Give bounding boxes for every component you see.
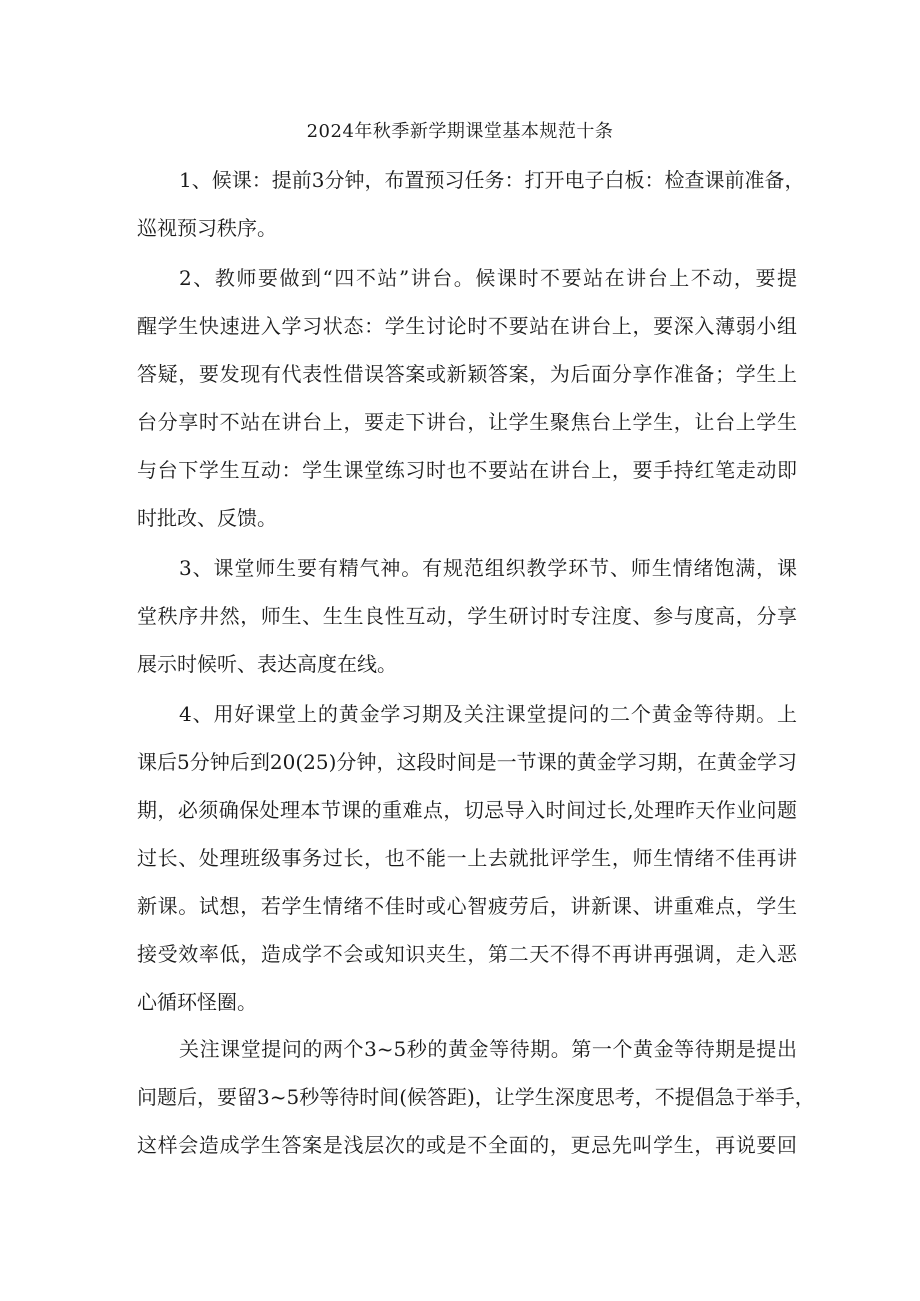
paragraph-line: 新课。试想，若学生情绪不佳时或心智疲劳后，讲新课、讲重难点，学生 <box>137 894 797 918</box>
paragraph-4 <box>137 690 797 1026</box>
paragraph-line: 展示时候听、表达高度在线。 <box>137 652 397 676</box>
paragraph-line: 时批改、反馈。 <box>137 506 277 530</box>
paragraph-line: 问题后，要留3~5秒等待时间(候答距)，让学生深度思考，不提倡急于举手， <box>137 1085 815 1109</box>
paragraph-1 <box>137 156 805 252</box>
paragraph-line: 3、课堂师生要有精气神。有规范组织教学环节、师生情绪饱满，课 <box>179 556 797 580</box>
paragraph-line: 巡视预习秩序。 <box>137 216 277 240</box>
paragraph-2 <box>137 254 797 542</box>
paragraph-line: 课后5分钟后到20(25)分钟，这段时间是一节课的黄金学习期，在黄金学习 <box>137 750 797 774</box>
paragraph-line: 心循环怪圈。 <box>137 990 257 1014</box>
paragraph-line: 过长、处理班级事务过长，也不能一上去就批评学生，师生情绪不佳再讲 <box>137 846 797 870</box>
paragraph-5 <box>137 1025 815 1169</box>
paragraph-line: 接受效率低，造成学不会或知识夹生，第二天不得不再讲再强调，走入恶 <box>137 942 797 966</box>
paragraph-line: 醒学生快速进入学习状态：学生讨论时不要站在讲台上，要深入薄弱小组 <box>137 314 797 338</box>
paragraph-line: 台分享时不站在讲台上，要走下讲台，让学生聚焦台上学生，让台上学生 <box>137 410 797 434</box>
paragraph-line: 2、教师要做到“四不站”讲台。候课时不要站在讲台上不动，要提 <box>179 266 797 290</box>
paragraph-line: 与台下学生互动：学生课堂练习时也不要站在讲台上，要手持红笔走动即 <box>137 458 797 482</box>
paragraph-line: 关注课堂提问的两个3~5秒的黄金等待期。第一个黄金等待期是提出 <box>179 1037 797 1061</box>
paragraph-3 <box>137 544 797 688</box>
paragraph-line: 堂秩序井然，师生、生生良性互动，学生研讨时专注度、参与度高，分享 <box>137 604 797 628</box>
paragraph-line: 1、候课：提前3分钟，布置预习任务：打开电子白板：检查课前准备， <box>179 168 805 192</box>
paragraph-line: 答疑，要发现有代表性借误答案或新颖答案，为后面分享作准备；学生上 <box>137 362 797 386</box>
paragraph-line: 这样会造成学生答案是浅层次的或是不全面的，更忌先叫学生，再说要回 <box>137 1133 797 1157</box>
paragraph-line: 期，必须确保处理本节课的重难点，切忌导入时间过长,处理昨天作业问题 <box>137 798 797 822</box>
paragraph-line: 4、用好课堂上的黄金学习期及关注课堂提问的二个黄金等待期。上 <box>179 702 797 726</box>
document-title: 2024年秋季新学期课堂基本规范十条 <box>306 121 614 142</box>
